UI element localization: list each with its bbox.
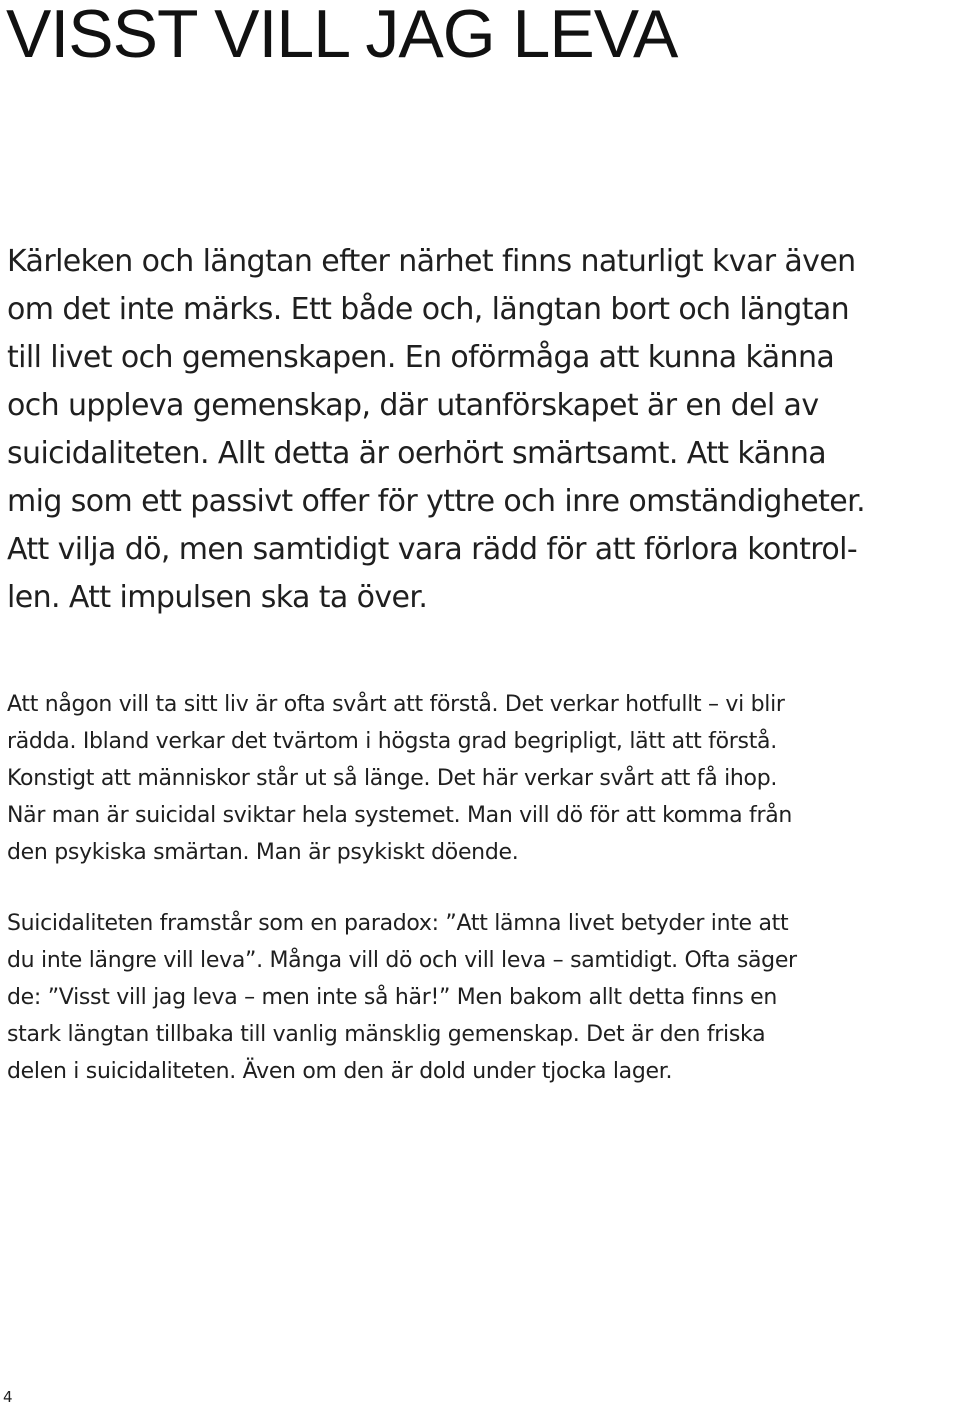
body-paragraph-2: [7, 905, 955, 1090]
lead-line: suicidaliteten. Allt detta är oerhört smärtsamt. Att känna: [7, 436, 827, 471]
lead-paragraph: [7, 238, 955, 622]
lead-line: mig som ett passivt offer för yttre och inre omständigheter.: [7, 484, 866, 519]
page-number: 4: [3, 1388, 13, 1406]
body-line: du inte längre vill leva”. Många vill dö och vill leva – samtidigt. Ofta säger: [7, 948, 797, 973]
body-line: delen i suicidaliteten. Även om den är dold under tjocka lager.: [7, 1059, 673, 1084]
body-line: stark längtan tillbaka till vanlig mänsklig gemenskap. Det är den friska: [7, 1022, 766, 1047]
body-line: När man är suicidal sviktar hela systemet. Man vill dö för att komma från: [7, 803, 793, 828]
lead-line: om det inte märks. Ett både och, längtan bort och längtan: [7, 292, 850, 327]
lead-line: len. Att impulsen ska ta över.: [7, 580, 428, 615]
body-paragraph-1: [7, 686, 955, 871]
body-line: rädda. Ibland verkar det tvärtom i högsta grad begripligt, lätt att förstå.: [7, 729, 777, 754]
body-line: Att någon vill ta sitt liv är ofta svårt att förstå. Det verkar hotfullt – vi blir: [7, 692, 785, 717]
lead-line: till livet och gemenskapen. En oförmåga att kunna känna: [7, 340, 835, 375]
lead-line: Kärleken och längtan efter närhet finns naturligt kvar även: [7, 244, 856, 279]
body-line: Suicidaliteten framstår som en paradox: ”Att lämna livet betyder inte att: [7, 911, 789, 936]
lead-line: Att vilja dö, men samtidigt vara rädd för att förlora kontrol-: [7, 532, 858, 567]
body-line: Konstigt att människor står ut så länge. Det här verkar svårt att få ihop.: [7, 766, 778, 791]
body-line: de: ”Visst vill jag leva – men inte så här!” Men bakom allt detta finns en: [7, 985, 778, 1010]
lead-line: och uppleva gemenskap, där utanförskapet är en del av: [7, 388, 819, 423]
body-line: den psykiska smärtan. Man är psykiskt döende.: [7, 840, 519, 865]
page-title: VISST VILL JAG LEVA: [6, 0, 678, 72]
